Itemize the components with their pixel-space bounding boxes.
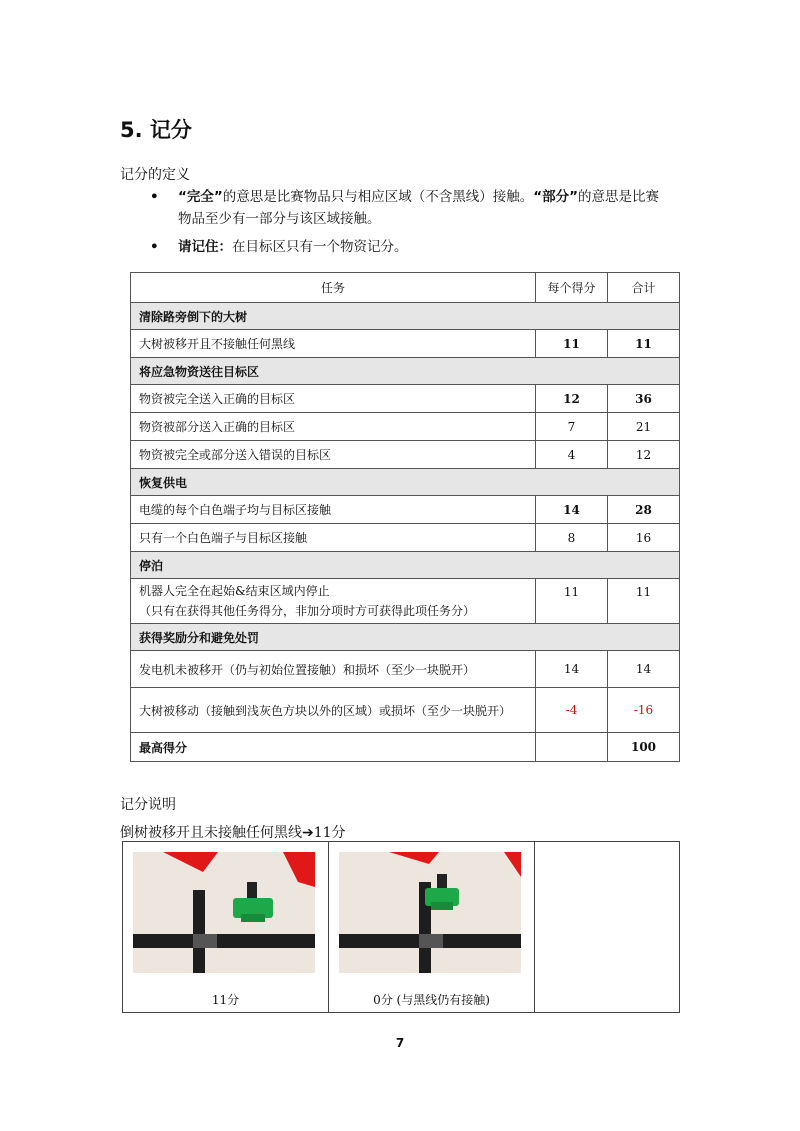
table-row — [131, 688, 680, 733]
bullet-text — [178, 236, 408, 258]
section-row — [131, 469, 680, 496]
section-label: 获得奖励分和避免处罚 — [131, 624, 680, 651]
task-main: 机器人完全在起始&结束区域内停止 — [139, 584, 330, 598]
total-cell: 11 — [608, 579, 680, 624]
term-partial: “部分” — [533, 189, 578, 205]
photo-tree-removed — [133, 852, 315, 973]
total-cell: 14 — [608, 651, 680, 688]
bullet-text — [178, 186, 670, 230]
scoring-table — [130, 272, 680, 762]
task-cell — [131, 579, 536, 624]
max-total: 100 — [608, 733, 680, 762]
photo-tree-touching — [339, 852, 521, 973]
table-header-row — [131, 273, 680, 303]
photo-cell-1 — [123, 842, 329, 1013]
term-partial-desc: 的意思是比赛物品至少有一部分与该区域接触。 — [178, 189, 659, 227]
section-label: 将应急物资送往目标区 — [131, 358, 680, 385]
explain-line: 倒树被移开且未接触任何黑线➔11分 — [120, 825, 346, 841]
photo-wrap — [123, 842, 328, 977]
max-label: 最高得分 — [131, 733, 536, 762]
photo-cell-empty — [535, 842, 680, 1013]
reminder-text: 在目标区只有一个物资记分。 — [232, 239, 408, 255]
term-complete-desc: 的意思是比赛物品只与相应区域（不含黑线）接触。 — [222, 189, 534, 205]
each-cell: 4 — [536, 441, 608, 469]
total-cell: 12 — [608, 441, 680, 469]
bullet-dot: • — [150, 189, 159, 205]
photo-row — [123, 842, 680, 1013]
reminder-label: 请记住： — [178, 239, 232, 255]
each-cell: 14 — [536, 651, 608, 688]
photo-caption-2: 0分 (与黑线仍有接触) — [373, 993, 490, 1007]
task-cell: 物资被部分送入正确的目标区 — [131, 413, 536, 441]
each-cell: 8 — [536, 524, 608, 552]
task-cell: 物资被完全送入正确的目标区 — [131, 385, 536, 413]
total-cell: 36 — [608, 385, 680, 413]
task-cell: 大树被移开且不接触任何黑线 — [131, 330, 536, 358]
table-row — [131, 441, 680, 469]
each-cell: 14 — [536, 496, 608, 524]
definition-bullet-1 — [150, 186, 670, 230]
photo-wrap — [329, 842, 534, 977]
task-note: （只有在获得其他任务得分，非加分项时方可获得此项任务分） — [139, 604, 476, 618]
table-row — [131, 385, 680, 413]
table-row-max — [131, 733, 680, 762]
each-cell-empty — [536, 733, 608, 762]
photo-cell-2 — [329, 842, 535, 1013]
task-cell: 只有一个白色端子与目标区接触 — [131, 524, 536, 552]
total-cell: -16 — [608, 688, 680, 733]
definition-heading: 记分的定义 — [120, 167, 190, 183]
photo-table — [122, 841, 680, 1013]
total-cell: 11 — [608, 330, 680, 358]
table-row — [131, 413, 680, 441]
header-total: 合计 — [608, 273, 680, 303]
section-row — [131, 358, 680, 385]
section-label: 恢复供电 — [131, 469, 680, 496]
each-cell: 11 — [536, 330, 608, 358]
table-row — [131, 651, 680, 688]
total-cell: 28 — [608, 496, 680, 524]
table-row — [131, 579, 680, 624]
page-number: 7 — [395, 1036, 405, 1050]
photo-caption-1: 11分 — [211, 993, 240, 1007]
section-row — [131, 303, 680, 330]
each-cell: 11 — [536, 579, 608, 624]
task-cell: 发电机未被移开（仍与初始位置接触）和损坏（至少一块脱开） — [131, 651, 536, 688]
section-label: 停泊 — [131, 552, 680, 579]
table-row — [131, 496, 680, 524]
definition-bullet-2 — [150, 236, 670, 258]
table-row — [131, 330, 680, 358]
total-cell: 21 — [608, 413, 680, 441]
term-complete: “完全” — [178, 189, 223, 205]
total-cell: 16 — [608, 524, 680, 552]
task-cell: 大树被移动（接触到浅灰色方块以外的区域）或损坏（至少一块脱开） — [131, 688, 536, 733]
section-row — [131, 624, 680, 651]
bullet-dot: • — [150, 239, 159, 255]
task-cell: 物资被完全或部分送入错误的目标区 — [131, 441, 536, 469]
section-title: 5. 记分 — [120, 118, 192, 142]
task-cell: 电缆的每个白色端子均与目标区接触 — [131, 496, 536, 524]
each-cell: -4 — [536, 688, 608, 733]
header-each: 每个得分 — [536, 273, 608, 303]
each-cell: 12 — [536, 385, 608, 413]
explain-heading: 记分说明 — [120, 797, 176, 813]
each-cell: 7 — [536, 413, 608, 441]
section-label: 清除路旁倒下的大树 — [131, 303, 680, 330]
table-row — [131, 524, 680, 552]
definition-list — [150, 186, 670, 264]
section-row — [131, 552, 680, 579]
header-task: 任务 — [131, 273, 536, 303]
